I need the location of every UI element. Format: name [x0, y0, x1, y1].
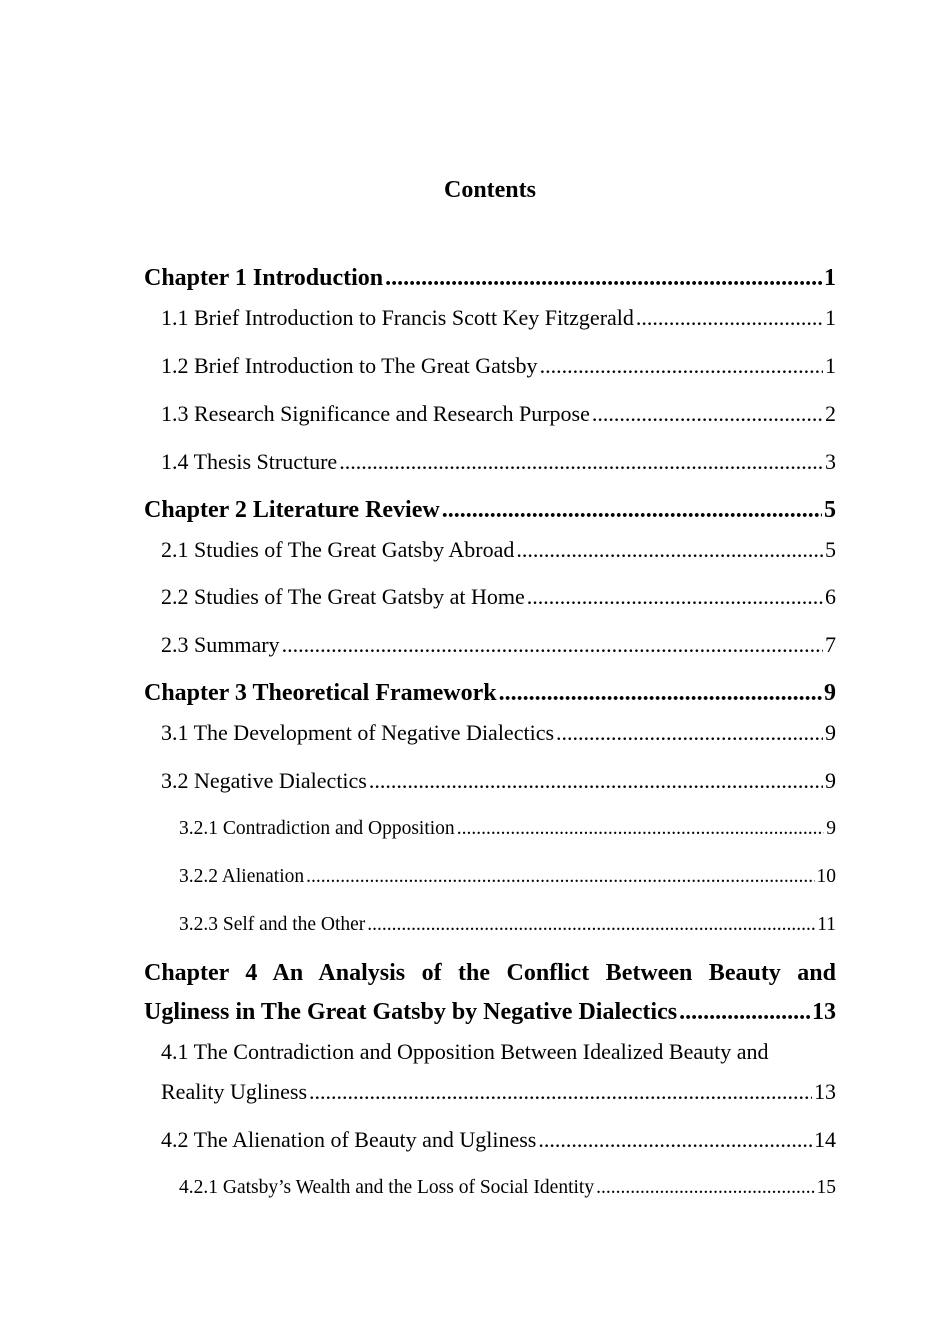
toc-entry-3-2-1[interactable]: [179, 815, 836, 843]
toc-entry-label: 1.4 Thesis Structure: [161, 449, 338, 474]
toc-entry-label: Reality Ugliness: [161, 1079, 308, 1104]
toc-page-number: 2: [825, 401, 836, 426]
toc-entry-3-2[interactable]: [161, 766, 836, 796]
toc-entry-label: 3.2.2 Alienation: [179, 866, 305, 887]
toc-entry-label: Chapter 3 Theoretical Framework: [144, 680, 497, 706]
toc-entry-label: Chapter 4 An Analysis of the Conflict Between Beauty and: [144, 960, 836, 986]
toc-page-number: 10: [816, 866, 836, 887]
toc-entry-chapter-2[interactable]: [144, 494, 836, 526]
toc-page-number: 9: [825, 768, 836, 793]
toc-entry-label: 3.2 Negative Dialectics: [161, 768, 367, 793]
toc-entry-label: 3.2.1 Contradiction and Opposition: [179, 818, 455, 839]
toc-entry-4-2-1[interactable]: [179, 1174, 836, 1202]
toc-entry-chapter-4-line2[interactable]: [144, 996, 836, 1028]
toc-page-number: 15: [816, 1177, 836, 1198]
toc-page-number: 5: [824, 497, 836, 523]
toc-entry-label: 2.1 Studies of The Great Gatsby Abroad: [161, 537, 515, 562]
dot-leader: [369, 766, 823, 796]
toc-entry-1-4[interactable]: [161, 447, 836, 477]
dot-leader: [457, 815, 825, 843]
toc-entry-chapter-1[interactable]: [144, 262, 836, 294]
dot-leader: [282, 630, 823, 660]
toc-entry-label: 2.3 Summary: [161, 632, 280, 657]
dot-leader: [538, 1125, 812, 1155]
dot-leader: [309, 1077, 812, 1107]
toc-page-number: 9: [826, 818, 836, 839]
dot-leader: [592, 399, 823, 429]
toc-entry-3-1[interactable]: [161, 718, 836, 748]
toc-entry-label: 3.1 The Development of Negative Dialectics: [161, 720, 555, 745]
dot-leader: [516, 535, 823, 565]
toc-entry-chapter-4-line1[interactable]: [144, 957, 836, 989]
toc-page-number: 14: [814, 1127, 836, 1152]
toc-page-number: 1: [825, 305, 836, 330]
toc-entry-1-1[interactable]: [161, 303, 836, 333]
toc-page-number: 1: [824, 265, 836, 291]
toc-entry-label: 4.2 The Alienation of Beauty and Ugliness: [161, 1127, 537, 1152]
toc-entry-label: 1.2 Brief Introduction to The Great Gatsby: [161, 353, 538, 378]
toc-entry-label: 3.2.3 Self and the Other: [179, 914, 366, 935]
toc-entry-label: 2.2 Studies of The Great Gatsby at Home: [161, 584, 525, 609]
toc-page-number: 13: [812, 999, 836, 1025]
dot-leader: [385, 262, 822, 294]
toc-entry-label: 4.1 The Contradiction and Opposition Between Idealized Beauty and: [161, 1039, 769, 1064]
toc-entry-4-1-line1[interactable]: [161, 1037, 769, 1067]
toc-entry-2-3[interactable]: [161, 630, 836, 660]
toc-entry-3-2-2[interactable]: [179, 863, 836, 891]
toc-entry-2-1[interactable]: [161, 535, 836, 565]
toc-page-number: 9: [824, 680, 836, 706]
toc-entry-label: Ugliness in The Great Gatsby by Negative Dialectics: [144, 999, 678, 1025]
toc-entry-label: Chapter 1 Introduction: [144, 265, 384, 291]
dot-leader: [306, 863, 814, 891]
toc-page-number: 11: [817, 914, 836, 935]
toc-entry-label: 4.2.1 Gatsby’s Wealth and the Loss of Social Identity: [179, 1177, 595, 1198]
toc-entry-4-2[interactable]: [161, 1125, 836, 1155]
toc-entry-label: 1.1 Brief Introduction to Francis Scott Key Fitzgerald: [161, 305, 634, 330]
toc-entry-label: 1.3 Research Significance and Research Purpose: [161, 401, 590, 426]
toc-entry-label: Chapter 2 Literature Review: [144, 497, 440, 523]
dot-leader: [499, 677, 822, 709]
toc-page-number: 9: [825, 720, 836, 745]
dot-leader: [540, 351, 823, 381]
toc-page-number: 13: [814, 1079, 836, 1104]
dot-leader: [442, 494, 822, 526]
dot-leader: [367, 911, 815, 939]
dot-leader: [596, 1174, 814, 1202]
toc-page-number: 7: [825, 632, 836, 657]
toc-entry-1-2[interactable]: [161, 351, 836, 381]
toc-page-number: 3: [825, 449, 836, 474]
toc-entry-chapter-3[interactable]: [144, 677, 836, 709]
toc-entry-1-3[interactable]: [161, 399, 836, 429]
toc-entry-4-1-line2[interactable]: [161, 1077, 836, 1107]
dot-leader: [679, 996, 810, 1028]
toc-entry-3-2-3[interactable]: [179, 911, 836, 939]
toc-page-number: 5: [825, 537, 836, 562]
toc-entry-2-2[interactable]: [161, 582, 836, 612]
toc-page-number: 6: [825, 584, 836, 609]
toc-page-number: 1: [825, 353, 836, 378]
page-title: Contents: [443, 177, 536, 203]
dot-leader: [636, 303, 823, 333]
dot-leader: [527, 582, 823, 612]
dot-leader: [556, 718, 823, 748]
dot-leader: [339, 447, 823, 477]
